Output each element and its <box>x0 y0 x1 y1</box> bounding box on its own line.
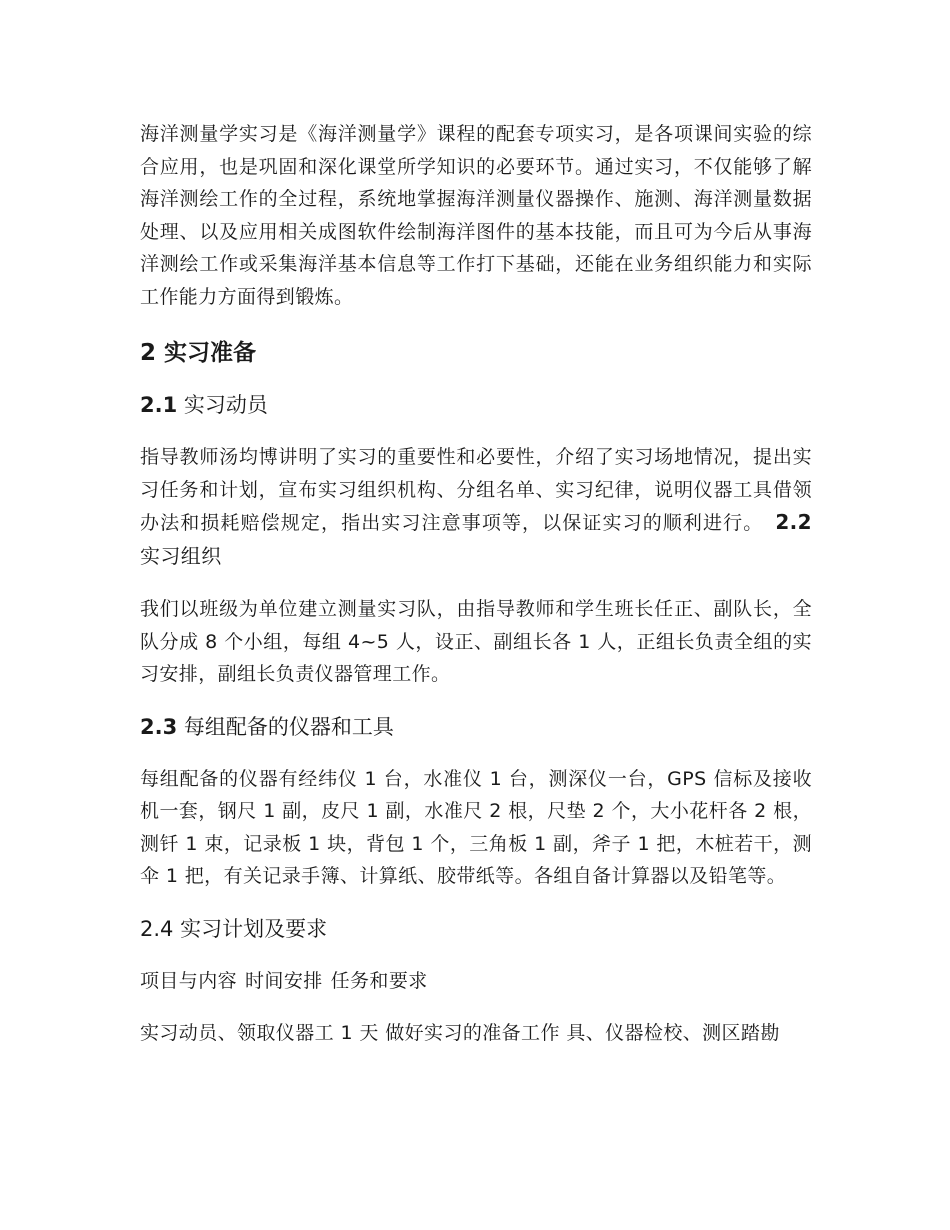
section-2-3-number: 2.3 <box>140 714 178 739</box>
section-2-3-heading <box>140 711 812 743</box>
section-2-1-heading <box>140 389 812 421</box>
section-2-number: 2 <box>140 340 157 366</box>
plan-table-header <box>140 965 812 998</box>
section-2-1-body <box>140 441 812 573</box>
plan-header-task: 任务和要求 <box>330 969 428 992</box>
section-2-heading <box>140 337 812 369</box>
plan-table-row <box>140 1017 812 1050</box>
plan-row-continuation: 具、仪器检校、测区踏勘 <box>566 1022 780 1044</box>
section-2-2-body: 我们以班级为单位建立测量实习队，由指导教师和学生班长任正、副队长，全队分成 8 个小组，每组 4~5 人，设正、副组长各 1 人，正组长负责全组的实习安排，副组长负责仪器管理工作。 <box>140 598 812 685</box>
plan-header-item: 项目与内容 <box>140 969 238 992</box>
plan-row-time: 1 天 <box>340 1022 379 1044</box>
plan-row-task: 做好实习的准备工作 <box>385 1022 560 1044</box>
section-2-1-text: 指导教师汤均博讲明了实习的重要性和必要性，介绍了实习场地情况，提出实习任务和计划，宣布实习组织机构、分组名单、实习纪律，说明仪器工具借领办法和损耗赔偿规定，指出实习注意事项等，以保证实习的顺利进行。 <box>140 446 812 534</box>
section-2-2-title: 实习组织 <box>140 543 222 568</box>
section-2-3-title: 每组配备的仪器和工具 <box>183 714 394 739</box>
section-2-1-number: 2.1 <box>140 393 178 417</box>
plan-header-time: 时间安排 <box>245 969 323 992</box>
section-2-title: 实习准备 <box>164 340 257 366</box>
section-2-4-number: 2.4 <box>140 916 174 941</box>
intro-paragraph: 海洋测量学实习是《海洋测量学》课程的配套专项实习，是各项课间实验的综合应用，也是巩固和深化课堂所学知识的必要环节。通过实习，不仅能够了解海洋测绘工作的全过程，系统地掌握海洋测量仪器操作、施测、海洋测量数据处理、以及应用相关成图软件绘制海洋图件的基本技能，而且可为今后从事海洋测绘工作或采集海洋基本信息等工作打下基础，还能在业务组织能力和实际工作能力方面得到锻炼。 <box>140 123 812 308</box>
section-2-2-number: 2.2 <box>775 510 812 534</box>
section-2-1-title: 实习动员 <box>183 393 268 417</box>
document-page <box>140 118 812 1050</box>
section-2-4-heading <box>140 913 812 945</box>
section-2-4-title: 实习计划及要求 <box>180 916 328 941</box>
plan-row-item: 实习动员、领取仪器工 <box>140 1022 335 1044</box>
section-2-3-body: 每组配备的仪器有经纬仪 1 台，水准仪 1 台，测深仪一台，GPS 信标及接收机一套，钢尺 1 副，皮尺 1 副，水准尺 2 根，尺垫 2 个，大小花杆各 2 根，测钎 1 束，记录板 1 块，背包 1 个，三角板 1 副，斧子 1 把，木桩若干，测伞 1 把，有关记录手簿、计算纸、胶带纸等。各组自备计算器以及铅笔等。 <box>140 767 812 887</box>
